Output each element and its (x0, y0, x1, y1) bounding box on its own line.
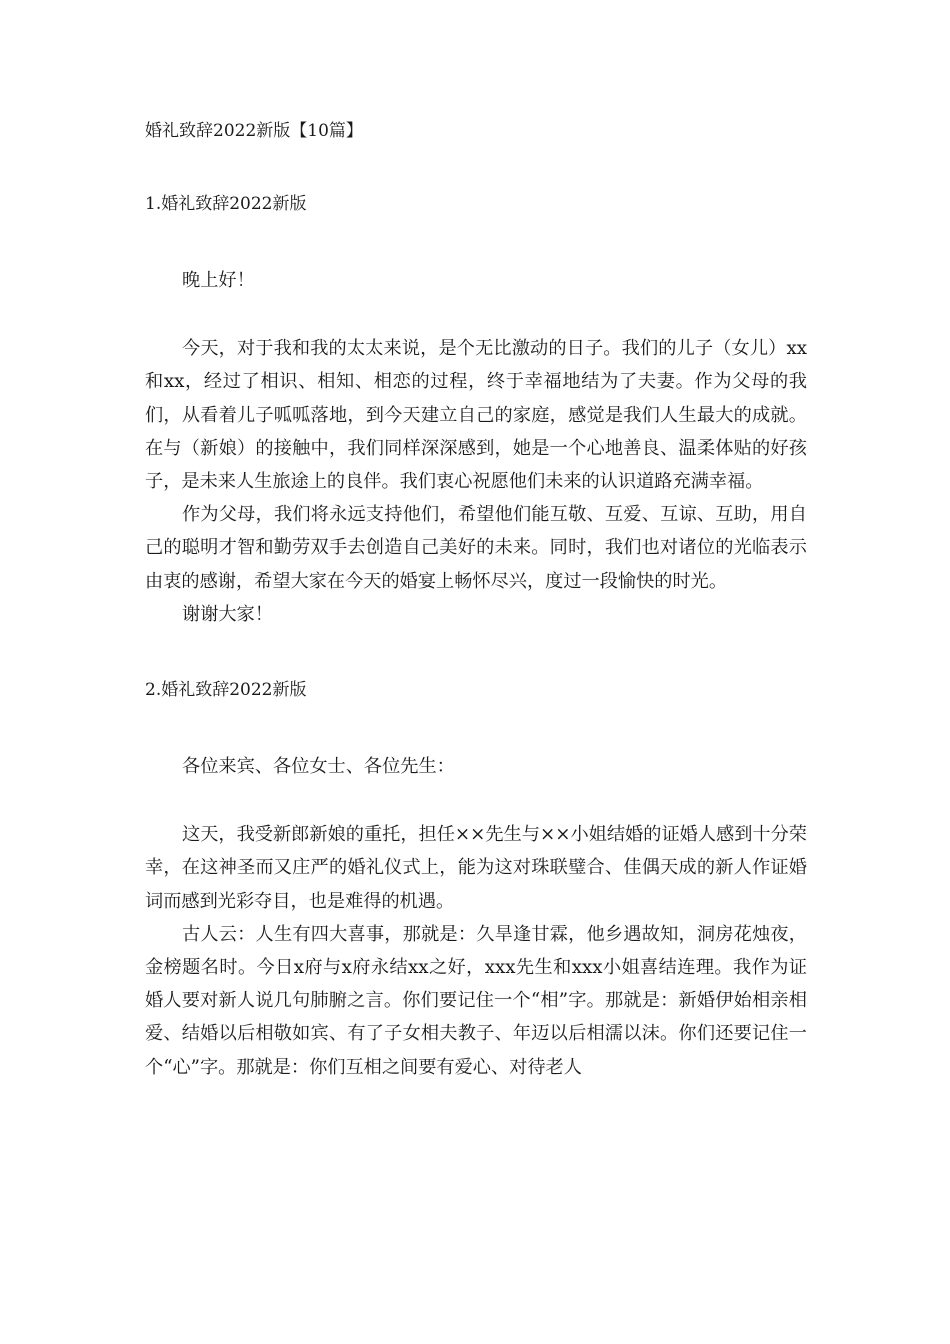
section-heading: 1.婚礼致辞2022新版 (145, 194, 307, 214)
paragraph: 这天，我受新郎新娘的重托，担任××先生与××小姐结婚的证婚人感到十分荣幸，在这神圣而又庄严的婚礼仪式上，能为这对珠联璧合、佳偶天成的新人作证婚词而感到光彩夺目，也是难得的机遇。 (145, 824, 807, 912)
document-title: 婚礼致辞2022新版【10篇】 (145, 121, 363, 141)
paragraph: 作为父母，我们将永远支持他们，希望他们能互敬、互爱、互谅、互助，用自己的聪明才智和勤劳双手去创造自己美好的未来。同时，我们也对诸位的光临表示由衷的感谢，希望大家在今天的婚宴上畅怀尽兴，度过一段愉快的时光。 (145, 504, 807, 592)
paragraph: 古人云：人生有四大喜事，那就是：久旱逢甘霖，他乡遇故知，洞房花烛夜，金榜题名时。今日x府与x府永结xx之好，xxx先生和xxx小姐喜结连理。我作为证婚人要对新人说几句肺腑之言。你们要记住一个“相”字。那就是：新婚伊始相亲相爱、结婚以后相敬如宾、有了子女相夫教子、年迈以后相濡以沫。你们还要记住一个“心”字。那就是：你们互相之间要有爱心、对待老人 (145, 923, 807, 1078)
section-heading: 2.婚礼致辞2022新版 (145, 680, 307, 701)
section-2 (145, 675, 807, 1084)
document-body (145, 116, 807, 1084)
paragraph: 谢谢大家！ (182, 603, 273, 625)
section-1 (145, 189, 807, 631)
paragraph: 各位来宾、各位女士、各位先生： (182, 756, 455, 778)
paragraph: 今天，对于我和我的太太来说，是个无比激动的日子。我们的儿子（女儿）xx和xx，经过了相识、相知、相恋的过程，终于幸福地结为了夫妻。作为父母的我们，从看着儿子呱呱落地，到今天建立自己的家庭，感觉是我们人生最大的成就。在与（新娘）的接触中，我们同样深深感到，她是一个心地善良、温柔体贴的好孩子，是未来人生旅途上的良伴。我们衷心祝愿他们未来的认识道路充满幸福。 (145, 338, 807, 493)
paragraph: 晚上好！ (182, 270, 255, 291)
